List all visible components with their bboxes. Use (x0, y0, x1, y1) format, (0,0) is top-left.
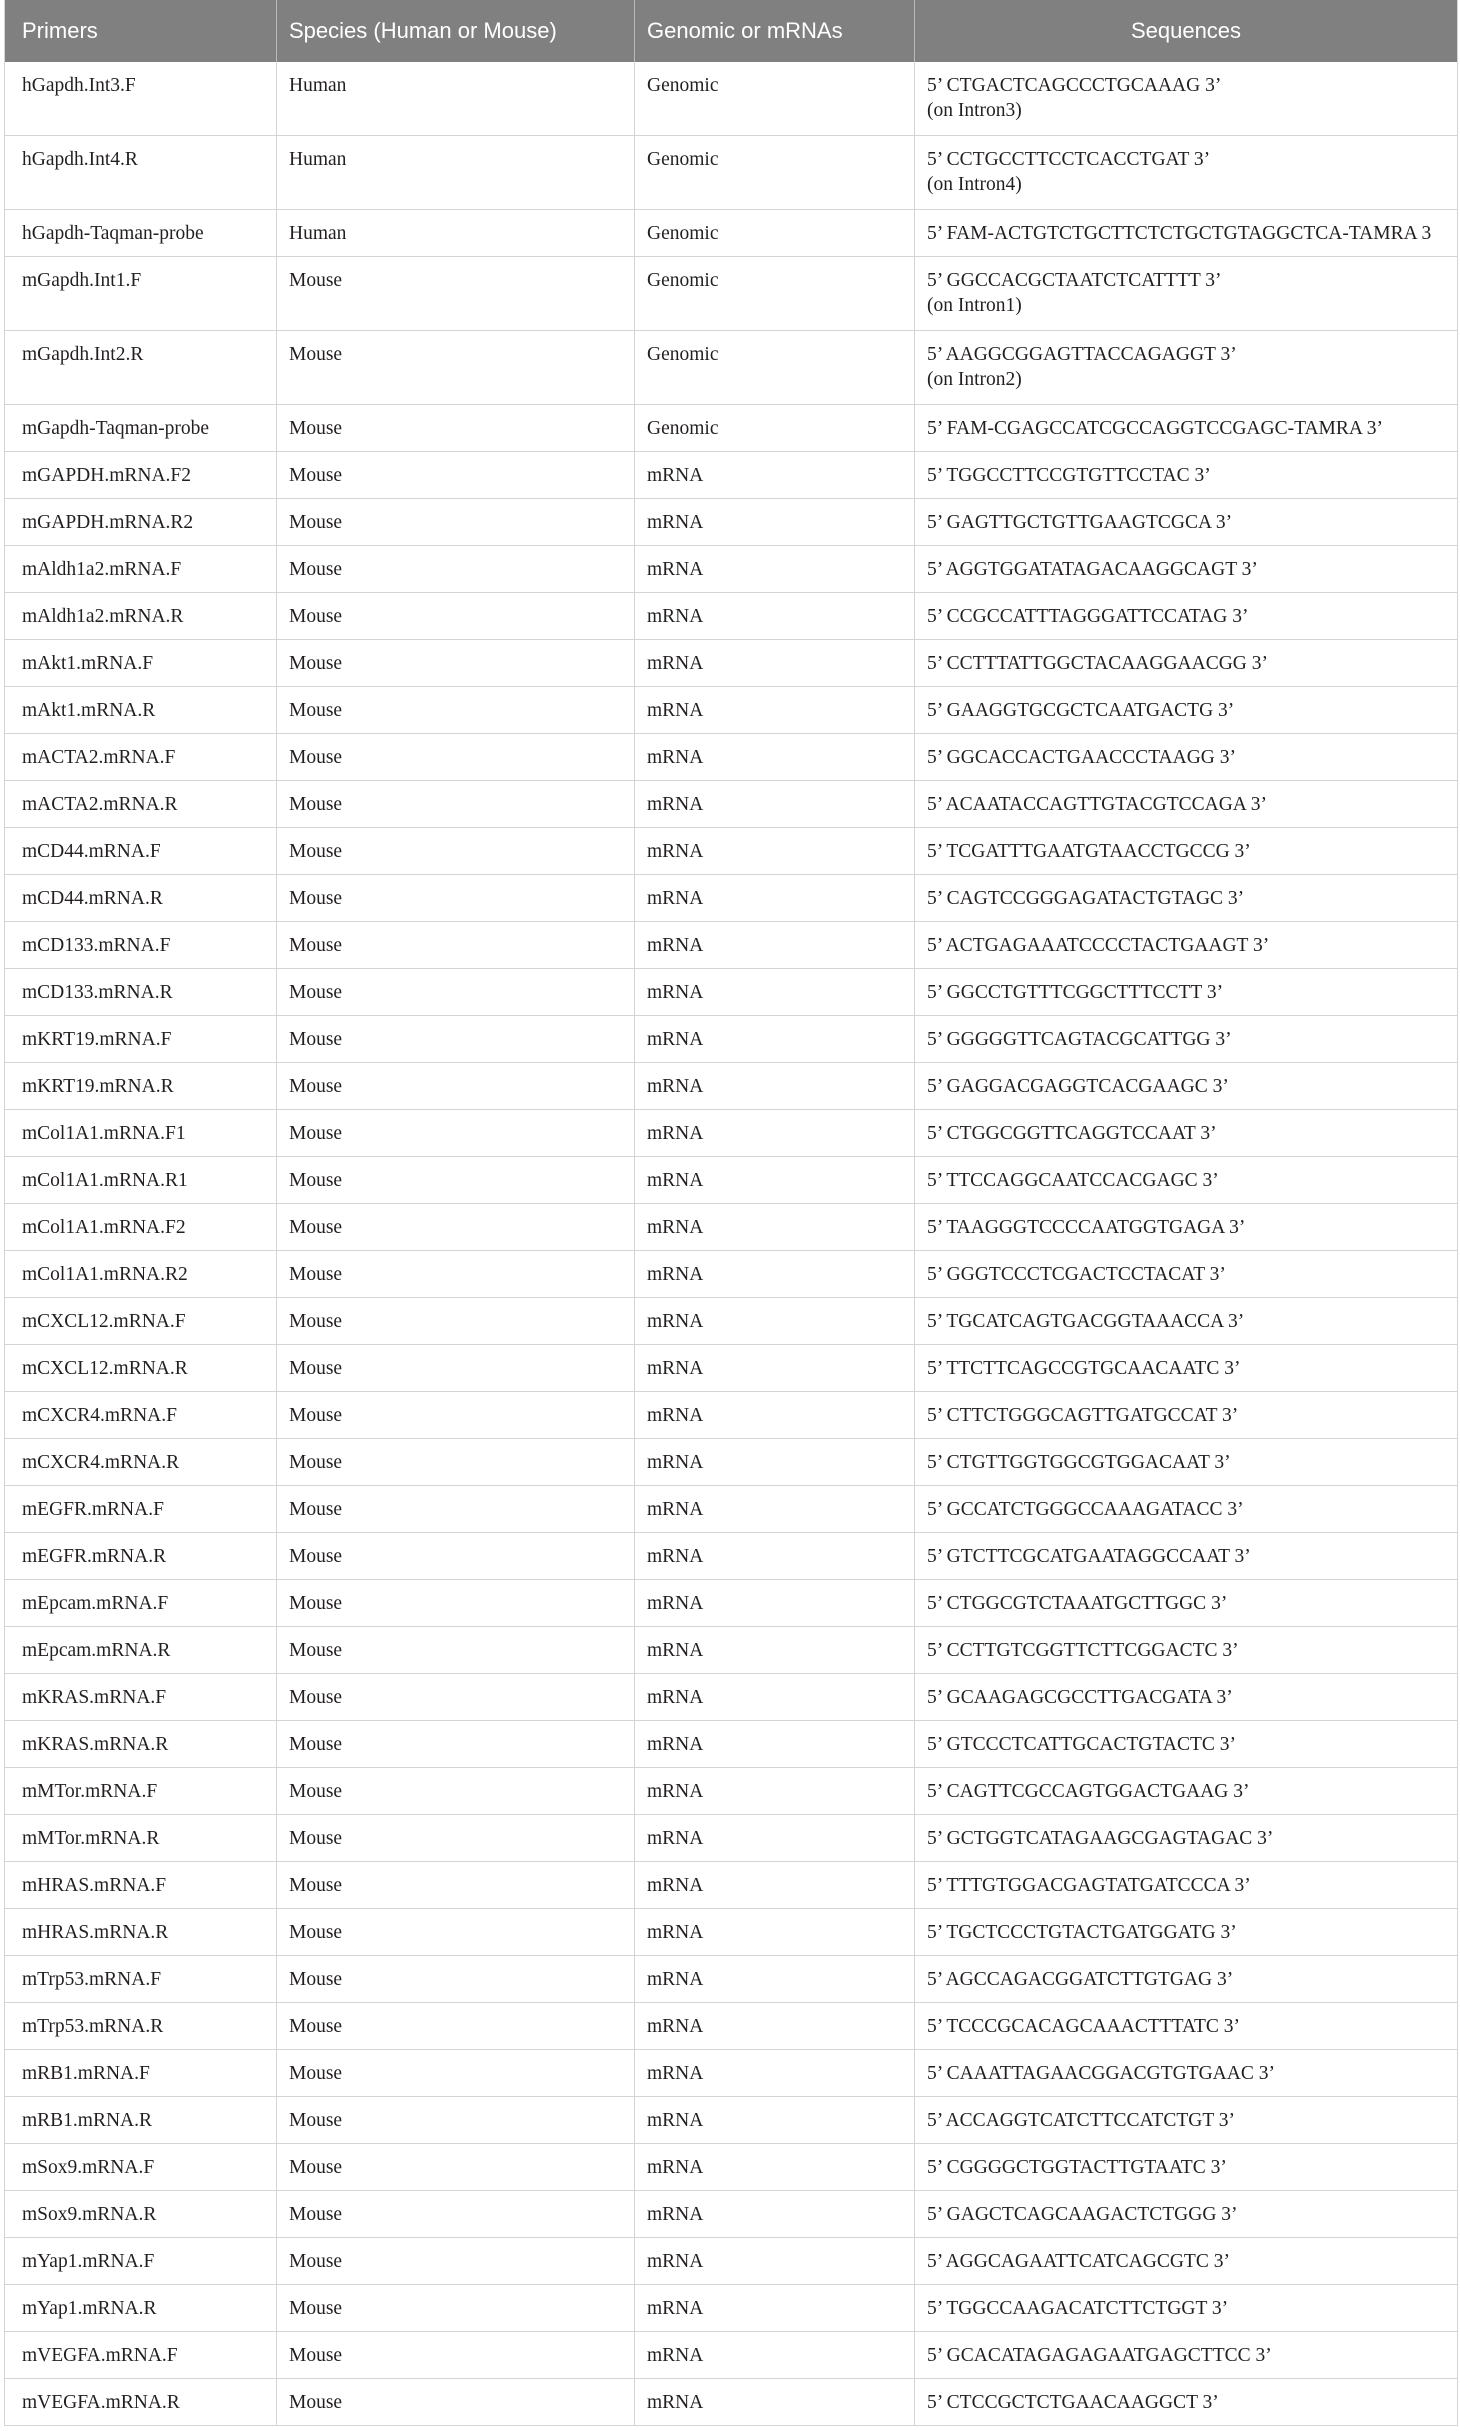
species-cell: Mouse (277, 2238, 635, 2284)
sequence-cell (915, 1486, 1457, 1532)
primer-name-cell: mRB1.mRNA.R (5, 2097, 277, 2143)
primer-name-cell: hGapdh.Int4.R (5, 136, 277, 209)
sequence-text: 5’ GGGGGTTCAGTACGCATTGG 3’ (927, 1029, 1232, 1050)
primer-name-cell: mVEGFA.mRNA.R (5, 2379, 277, 2425)
sequence-text: 5’ CCTTGTCGGTTCTTCGGACTC 3’ (927, 1640, 1239, 1661)
sequence-cell (915, 1063, 1457, 1109)
template-type-cell: mRNA (635, 1298, 915, 1344)
sequence-text: 5’ TGGCCTTCCGTGTTCCTAC 3’ (927, 465, 1211, 486)
primer-table (4, 0, 1458, 2426)
sequence-text: 5’ GGCACCACTGAACCCTAAGG 3’ (927, 747, 1237, 768)
template-type-cell: mRNA (635, 1674, 915, 1720)
template-type-cell: mRNA (635, 1204, 915, 1250)
species-cell: Mouse (277, 1815, 635, 1861)
template-type-cell: mRNA (635, 2097, 915, 2143)
template-type-cell: mRNA (635, 499, 915, 545)
table-row (5, 1909, 1457, 1956)
table-row (5, 2050, 1457, 2097)
template-type-cell: mRNA (635, 1956, 915, 2002)
sequence-cell (915, 2003, 1457, 2049)
primer-name-cell: mKRAS.mRNA.R (5, 1721, 277, 1767)
sequence-cell (915, 257, 1457, 330)
sequence-cell (915, 1251, 1457, 1297)
primer-name-cell: mCXCL12.mRNA.R (5, 1345, 277, 1391)
template-type-cell: mRNA (635, 2238, 915, 2284)
sequence-cell (915, 875, 1457, 921)
sequence-text: 5’ CTCCGCTCTGAACAAGGCT 3’ (927, 2392, 1219, 2413)
sequence-text: 5’ TTCCAGGCAATCCACGAGC 3’ (927, 1170, 1219, 1191)
sequence-cell (915, 1580, 1457, 1626)
species-cell: Mouse (277, 257, 635, 330)
primer-name-cell: mCol1A1.mRNA.R2 (5, 1251, 277, 1297)
sequence-text: 5’ GAGCTCAGCAAGACTCTGGG 3’ (927, 2204, 1238, 2225)
template-type-cell: mRNA (635, 2191, 915, 2237)
table-row (5, 1674, 1457, 1721)
sequence-cell (915, 1721, 1457, 1767)
sequence-note: (on Intron1) (927, 295, 1022, 316)
table-row (5, 2003, 1457, 2050)
sequence-cell (915, 1956, 1457, 2002)
table-row (5, 2144, 1457, 2191)
species-cell: Mouse (277, 1909, 635, 1955)
sequence-cell (915, 687, 1457, 733)
sequence-text: 5’ TGGCCAAGACATCTTCTGGT 3’ (927, 2298, 1229, 2319)
primer-name-cell: mEGFR.mRNA.R (5, 1533, 277, 1579)
sequence-cell (915, 1674, 1457, 1720)
primer-name-cell: mCXCL12.mRNA.F (5, 1298, 277, 1344)
sequence-cell (915, 1533, 1457, 1579)
sequence-cell (915, 2332, 1457, 2378)
sequence-text: 5’ AGGCAGAATTCATCAGCGTC 3’ (927, 2251, 1230, 2272)
sequence-text: 5’ TGCTCCCTGTACTGATGGATG 3’ (927, 1922, 1237, 1943)
template-type-cell: mRNA (635, 640, 915, 686)
species-cell: Mouse (277, 1110, 635, 1156)
species-cell: Mouse (277, 2003, 635, 2049)
template-type-cell: mRNA (635, 922, 915, 968)
template-type-cell: Genomic (635, 136, 915, 209)
primer-name-cell: mCD133.mRNA.R (5, 969, 277, 1015)
species-cell: Mouse (277, 1063, 635, 1109)
sequence-cell (915, 1204, 1457, 1250)
sequence-cell (915, 1909, 1457, 1955)
species-cell: Mouse (277, 405, 635, 451)
template-type-cell: mRNA (635, 593, 915, 639)
species-cell: Mouse (277, 2097, 635, 2143)
primer-name-cell: mCD44.mRNA.F (5, 828, 277, 874)
primer-name-cell: mSox9.mRNA.F (5, 2144, 277, 2190)
sequence-cell (915, 734, 1457, 780)
primer-name-cell: mCD133.mRNA.F (5, 922, 277, 968)
sequence-text: 5’ GGCCACGCTAATCTCATTTT 3’ (927, 270, 1222, 291)
sequence-cell (915, 1016, 1457, 1062)
species-cell: Mouse (277, 1580, 635, 1626)
species-cell: Mouse (277, 2285, 635, 2331)
species-cell: Mouse (277, 922, 635, 968)
sequence-text: 5’ GGCCTGTTTCGGCTTTCCTT 3’ (927, 982, 1224, 1003)
table-row (5, 1392, 1457, 1439)
template-type-cell: mRNA (635, 875, 915, 921)
species-cell: Mouse (277, 2191, 635, 2237)
sequence-cell (915, 1439, 1457, 1485)
table-row (5, 1345, 1457, 1392)
primer-name-cell: mCXCR4.mRNA.F (5, 1392, 277, 1438)
table-row (5, 1251, 1457, 1298)
species-cell: Mouse (277, 969, 635, 1015)
sequence-text: 5’ GCTGGTCATAGAAGCGAGTAGAC 3’ (927, 1828, 1274, 1849)
table-row (5, 734, 1457, 781)
sequence-text: 5’ GAGTTGCTGTTGAAGTCGCA 3’ (927, 512, 1233, 533)
primer-name-cell: mGAPDH.mRNA.F2 (5, 452, 277, 498)
table-row (5, 1956, 1457, 2003)
template-type-cell: mRNA (635, 2144, 915, 2190)
table-row (5, 1580, 1457, 1627)
sequence-cell (915, 640, 1457, 686)
species-cell: Mouse (277, 452, 635, 498)
table-row (5, 875, 1457, 922)
sequence-text: 5’ FAM-ACTGTCTGCTTCTCTGCTGTAGGCTCA-TAMRA 3 (927, 223, 1432, 244)
primer-name-cell: mGapdh.Int2.R (5, 331, 277, 404)
sequence-cell (915, 331, 1457, 404)
species-cell: Mouse (277, 1486, 635, 1532)
sequence-cell (915, 2238, 1457, 2284)
template-type-cell: mRNA (635, 1157, 915, 1203)
sequence-text: 5’ FAM-CGAGCCATCGCCAGGTCCGAGC-TAMRA 3’ (927, 418, 1384, 439)
sequence-text: 5’ TTCTTCAGCCGTGCAACAATC 3’ (927, 1358, 1241, 1379)
table-row (5, 2379, 1457, 2426)
primer-name-cell: mMTor.mRNA.F (5, 1768, 277, 1814)
template-type-cell: mRNA (635, 1063, 915, 1109)
species-cell: Mouse (277, 1345, 635, 1391)
table-row (5, 257, 1457, 331)
species-cell: Mouse (277, 781, 635, 827)
sequence-cell (915, 2097, 1457, 2143)
sequence-text: 5’ CCTTTATTGGCTACAAGGAACGG 3’ (927, 653, 1268, 674)
sequence-text: 5’ CTTCTGGGCAGTTGATGCCAT 3’ (927, 1405, 1239, 1426)
sequence-text: 5’ GAAGGTGCGCTCAATGACTG 3’ (927, 700, 1235, 721)
table-row (5, 1533, 1457, 1580)
primer-name-cell: mMTor.mRNA.R (5, 1815, 277, 1861)
primer-name-cell: mACTA2.mRNA.F (5, 734, 277, 780)
species-cell: Human (277, 136, 635, 209)
table-header-row (5, 0, 1457, 62)
sequence-text: 5’ TAAGGGTCCCCAATGGTGAGA 3’ (927, 1217, 1246, 1238)
template-type-cell: mRNA (635, 452, 915, 498)
species-cell: Mouse (277, 1721, 635, 1767)
table-row (5, 331, 1457, 405)
table-row (5, 2332, 1457, 2379)
template-type-cell: mRNA (635, 1909, 915, 1955)
template-type-cell: mRNA (635, 1251, 915, 1297)
sequence-cell (915, 452, 1457, 498)
sequence-text: 5’ ACTGAGAAATCCCCTACTGAAGT 3’ (927, 935, 1270, 956)
template-type-cell: mRNA (635, 687, 915, 733)
template-type-cell: mRNA (635, 828, 915, 874)
primer-name-cell: mCD44.mRNA.R (5, 875, 277, 921)
table-row (5, 1204, 1457, 1251)
table-row (5, 1815, 1457, 1862)
primer-name-cell: mGAPDH.mRNA.R2 (5, 499, 277, 545)
template-type-cell: mRNA (635, 734, 915, 780)
species-cell: Mouse (277, 2332, 635, 2378)
sequence-cell (915, 2379, 1457, 2425)
species-cell: Mouse (277, 875, 635, 921)
table-row (5, 136, 1457, 210)
template-type-cell: mRNA (635, 1862, 915, 1908)
primer-name-cell: mYap1.mRNA.F (5, 2238, 277, 2284)
table-row (5, 640, 1457, 687)
sequence-text: 5’ TCCCGCACAGCAAACTTTATC 3’ (927, 2016, 1240, 2037)
species-cell: Mouse (277, 2144, 635, 2190)
primer-name-cell: hGapdh-Taqman-probe (5, 210, 277, 256)
primer-name-cell: mYap1.mRNA.R (5, 2285, 277, 2331)
sequence-cell (915, 2191, 1457, 2237)
sequence-text: 5’ CAGTCCGGGAGATACTGTAGC 3’ (927, 888, 1245, 909)
column-header-template: Genomic or mRNAs (635, 0, 915, 62)
template-type-cell: mRNA (635, 1627, 915, 1673)
primer-name-cell: mEpcam.mRNA.R (5, 1627, 277, 1673)
sequence-cell (915, 499, 1457, 545)
primer-name-cell: mGapdh.Int1.F (5, 257, 277, 330)
template-type-cell: mRNA (635, 1580, 915, 1626)
sequence-text: 5’ AAGGCGGAGTTACCAGAGGT 3’ (927, 344, 1237, 365)
species-cell: Mouse (277, 1674, 635, 1720)
table-row (5, 969, 1457, 1016)
table-row (5, 1298, 1457, 1345)
primer-name-cell: mAkt1.mRNA.F (5, 640, 277, 686)
sequence-text: 5’ CTGTTGGTGGCGTGGACAAT 3’ (927, 1452, 1231, 1473)
template-type-cell: mRNA (635, 1016, 915, 1062)
table-row (5, 687, 1457, 734)
primer-name-cell: mEpcam.mRNA.F (5, 1580, 277, 1626)
column-header-species: Species (Human or Mouse) (277, 0, 635, 62)
sequence-text: 5’ AGGTGGATATAGACAAGGCAGT 3’ (927, 559, 1258, 580)
sequence-text: 5’ CTGGCGGTTCAGGTCCAAT 3’ (927, 1123, 1217, 1144)
sequence-cell (915, 593, 1457, 639)
primer-name-cell: mVEGFA.mRNA.F (5, 2332, 277, 2378)
primer-name-cell: mHRAS.mRNA.R (5, 1909, 277, 1955)
primer-name-cell: mCol1A1.mRNA.F1 (5, 1110, 277, 1156)
species-cell: Mouse (277, 2379, 635, 2425)
sequence-cell (915, 405, 1457, 451)
primer-name-cell: mAldh1a2.mRNA.R (5, 593, 277, 639)
sequence-text: 5’ TCGATTTGAATGTAACCTGCCG 3’ (927, 841, 1251, 862)
sequence-cell (915, 210, 1457, 256)
species-cell: Mouse (277, 1768, 635, 1814)
template-type-cell: mRNA (635, 1439, 915, 1485)
table-row (5, 1016, 1457, 1063)
table-row (5, 1439, 1457, 1486)
sequence-note: (on Intron2) (927, 369, 1022, 390)
sequence-text: 5’ GCAAGAGCGCCTTGACGATA 3’ (927, 1687, 1233, 1708)
table-row (5, 922, 1457, 969)
sequence-text: 5’ CCTGCCTTCCTCACCTGAT 3’ (927, 149, 1211, 170)
sequence-cell (915, 1627, 1457, 1673)
sequence-text: 5’ GCACATAGAGAGAATGAGCTTCC 3’ (927, 2345, 1272, 2366)
primer-name-cell: mCol1A1.mRNA.R1 (5, 1157, 277, 1203)
sequence-text: 5’ TTTGTGGACGAGTATGATCCCA 3’ (927, 1875, 1251, 1896)
table-row (5, 62, 1457, 136)
species-cell: Mouse (277, 734, 635, 780)
sequence-cell (915, 1298, 1457, 1344)
sequence-text: 5’ CAAATTAGAACGGACGTGTGAAC 3’ (927, 2063, 1275, 2084)
sequence-cell (915, 2144, 1457, 2190)
sequence-text: 5’ CTGACTCAGCCCTGCAAAG 3’ (927, 75, 1222, 96)
template-type-cell: mRNA (635, 2285, 915, 2331)
species-cell: Human (277, 210, 635, 256)
template-type-cell: Genomic (635, 257, 915, 330)
species-cell: Mouse (277, 1298, 635, 1344)
primer-name-cell: mKRT19.mRNA.F (5, 1016, 277, 1062)
primer-name-cell: mHRAS.mRNA.F (5, 1862, 277, 1908)
sequence-cell (915, 922, 1457, 968)
template-type-cell: mRNA (635, 1110, 915, 1156)
template-type-cell: Genomic (635, 405, 915, 451)
sequence-text: 5’ GAGGACGAGGTCACGAAGC 3’ (927, 1076, 1229, 1097)
species-cell: Mouse (277, 1157, 635, 1203)
table-row (5, 781, 1457, 828)
sequence-cell (915, 2285, 1457, 2331)
species-cell: Mouse (277, 1533, 635, 1579)
table-row (5, 210, 1457, 257)
sequence-text: 5’ GCCATCTGGGCCAAAGATACC 3’ (927, 1499, 1244, 1520)
species-cell: Mouse (277, 1439, 635, 1485)
table-row (5, 1063, 1457, 1110)
species-cell: Human (277, 62, 635, 135)
table-row (5, 1768, 1457, 1815)
template-type-cell: mRNA (635, 1486, 915, 1532)
sequence-cell (915, 1157, 1457, 1203)
template-type-cell: mRNA (635, 546, 915, 592)
sequence-cell (915, 62, 1457, 135)
table-row (5, 1486, 1457, 1533)
primer-name-cell: mRB1.mRNA.F (5, 2050, 277, 2096)
primer-name-cell: mAkt1.mRNA.R (5, 687, 277, 733)
primer-name-cell: mACTA2.mRNA.R (5, 781, 277, 827)
template-type-cell: Genomic (635, 62, 915, 135)
template-type-cell: mRNA (635, 969, 915, 1015)
sequence-cell (915, 969, 1457, 1015)
template-type-cell: mRNA (635, 1815, 915, 1861)
sequence-cell (915, 1345, 1457, 1391)
sequence-cell (915, 1768, 1457, 1814)
primer-name-cell: mKRT19.mRNA.R (5, 1063, 277, 1109)
table-row (5, 405, 1457, 452)
species-cell: Mouse (277, 546, 635, 592)
sequence-text: 5’ CCGCCATTTAGGGATTCCATAG 3’ (927, 606, 1249, 627)
sequence-text: 5’ AGCCAGACGGATCTTGTGAG 3’ (927, 1969, 1234, 1990)
species-cell: Mouse (277, 499, 635, 545)
sequence-text: 5’ ACCAGGTCATCTTCCATCTGT 3’ (927, 2110, 1236, 2131)
template-type-cell: mRNA (635, 1533, 915, 1579)
table-row (5, 1157, 1457, 1204)
species-cell: Mouse (277, 1956, 635, 2002)
template-type-cell: Genomic (635, 331, 915, 404)
species-cell: Mouse (277, 331, 635, 404)
template-type-cell: mRNA (635, 1721, 915, 1767)
sequence-text: 5’ ACAATACCAGTTGTACGTCCAGA 3’ (927, 794, 1267, 815)
primer-name-cell: mGapdh-Taqman-probe (5, 405, 277, 451)
species-cell: Mouse (277, 593, 635, 639)
species-cell: Mouse (277, 1862, 635, 1908)
template-type-cell: Genomic (635, 210, 915, 256)
sequence-cell (915, 1862, 1457, 1908)
template-type-cell: mRNA (635, 1392, 915, 1438)
species-cell: Mouse (277, 1392, 635, 1438)
primer-name-cell: mEGFR.mRNA.F (5, 1486, 277, 1532)
species-cell: Mouse (277, 1627, 635, 1673)
sequence-cell (915, 136, 1457, 209)
table-row (5, 2238, 1457, 2285)
primer-name-cell: mKRAS.mRNA.F (5, 1674, 277, 1720)
sequence-cell (915, 1815, 1457, 1861)
species-cell: Mouse (277, 1251, 635, 1297)
sequence-text: 5’ GGGTCCCTCGACTCCTACAT 3’ (927, 1264, 1226, 1285)
table-row (5, 2285, 1457, 2332)
sequence-text: 5’ CGGGGCTGGTACTTGTAATC 3’ (927, 2157, 1227, 2178)
table-row (5, 828, 1457, 875)
table-row (5, 452, 1457, 499)
template-type-cell: mRNA (635, 2050, 915, 2096)
primer-name-cell: mCXCR4.mRNA.R (5, 1439, 277, 1485)
primer-name-cell: mSox9.mRNA.R (5, 2191, 277, 2237)
sequence-text: 5’ GTCTTCGCATGAATAGGCCAAT 3’ (927, 1546, 1251, 1567)
table-row (5, 1627, 1457, 1674)
primer-name-cell: mTrp53.mRNA.R (5, 2003, 277, 2049)
species-cell: Mouse (277, 2050, 635, 2096)
table-row (5, 1721, 1457, 1768)
sequence-cell (915, 1110, 1457, 1156)
table-row (5, 546, 1457, 593)
template-type-cell: mRNA (635, 2379, 915, 2425)
table-row (5, 2191, 1457, 2238)
species-cell: Mouse (277, 1204, 635, 1250)
sequence-text: 5’ CAGTTCGCCAGTGGACTGAAG 3’ (927, 1781, 1250, 1802)
sequence-text: 5’ TGCATCAGTGACGGTAAACCA 3’ (927, 1311, 1245, 1332)
table-row (5, 499, 1457, 546)
sequence-cell (915, 2050, 1457, 2096)
table-row (5, 593, 1457, 640)
species-cell: Mouse (277, 687, 635, 733)
template-type-cell: mRNA (635, 2003, 915, 2049)
table-row (5, 1862, 1457, 1909)
sequence-cell (915, 781, 1457, 827)
column-header-primers: Primers (5, 0, 277, 62)
sequence-note: (on Intron4) (927, 174, 1022, 195)
sequence-note: (on Intron3) (927, 100, 1022, 121)
species-cell: Mouse (277, 828, 635, 874)
sequence-text: 5’ CTGGCGTCTAAATGCTTGGC 3’ (927, 1593, 1228, 1614)
table-row (5, 2097, 1457, 2144)
column-header-sequences: Sequences (1130, 18, 1242, 43)
primer-name-cell: mAldh1a2.mRNA.F (5, 546, 277, 592)
sequence-cell (915, 546, 1457, 592)
primer-name-cell: mCol1A1.mRNA.F2 (5, 1204, 277, 1250)
template-type-cell: mRNA (635, 2332, 915, 2378)
species-cell: Mouse (277, 640, 635, 686)
sequence-text: 5’ GTCCCTCATTGCACTGTACTC 3’ (927, 1734, 1236, 1755)
primer-name-cell: mTrp53.mRNA.F (5, 1956, 277, 2002)
template-type-cell: mRNA (635, 1345, 915, 1391)
table-row (5, 1110, 1457, 1157)
species-cell: Mouse (277, 1016, 635, 1062)
template-type-cell: mRNA (635, 781, 915, 827)
primer-name-cell: hGapdh.Int3.F (5, 62, 277, 135)
sequence-cell (915, 828, 1457, 874)
template-type-cell: mRNA (635, 1768, 915, 1814)
sequence-cell (915, 1392, 1457, 1438)
